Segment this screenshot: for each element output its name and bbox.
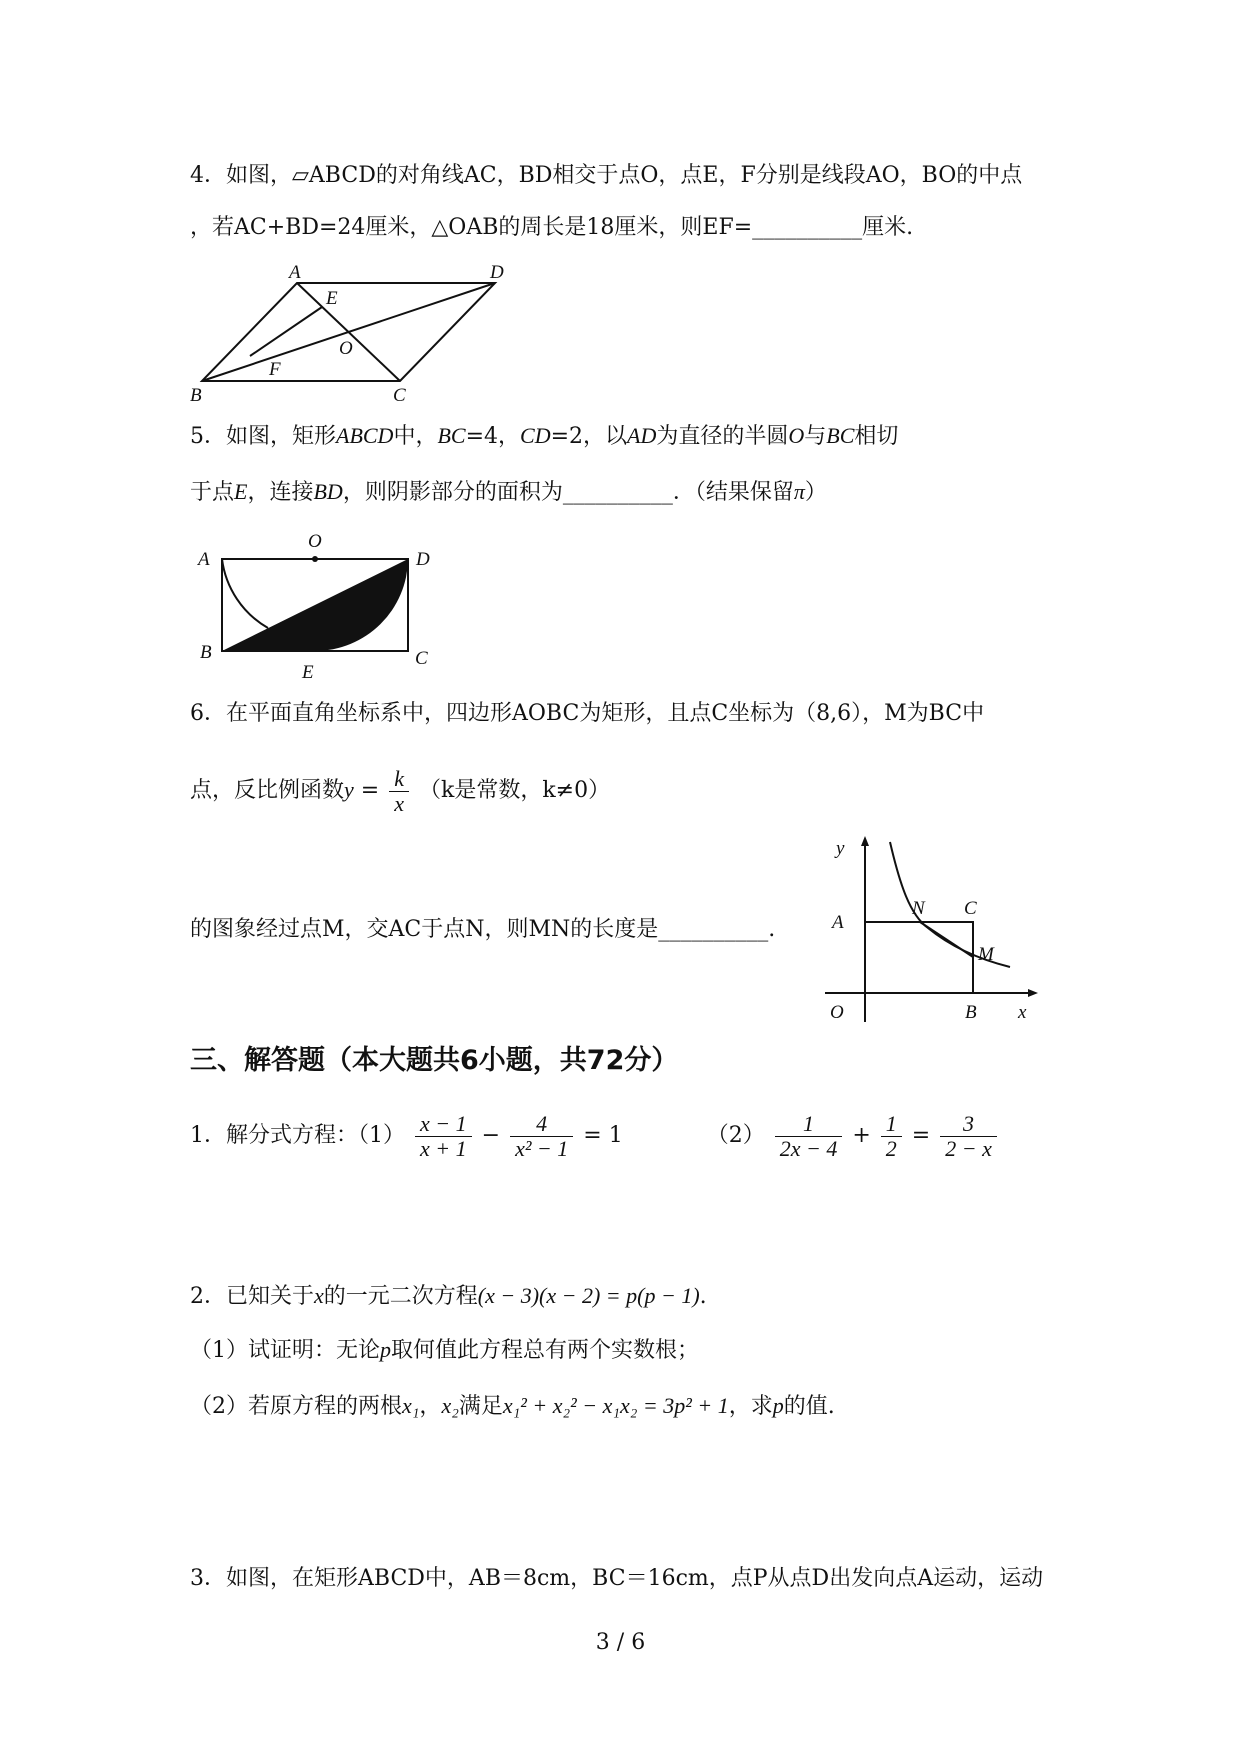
- q4-label-c: C: [393, 385, 406, 406]
- q4-parallelogram-figure: [190, 258, 530, 408]
- q4-line-2: ，若AC+BD=24厘米，△OAB的周长是18厘米，则EF=__________厘米.: [190, 215, 914, 240]
- q5-label-c: C: [415, 648, 428, 669]
- section-3-heading: 三、解答题（本大题共6小题，共72分）: [190, 1045, 679, 1076]
- q6-axis-label-y: y: [836, 838, 845, 859]
- q6-axis-label-x: x: [1018, 1002, 1027, 1023]
- q4-label-e: E: [326, 288, 338, 309]
- q5-rectangle-figure: [190, 530, 450, 680]
- q6-label-m: M: [978, 944, 994, 965]
- q6-line-2: 点，反比例函数y = $\frac{k}{x}$ （k是常数，k≠0）: [190, 766, 611, 816]
- q6-label-a: A: [832, 912, 844, 933]
- q5-label-b: B: [200, 642, 212, 663]
- p1-eq2-fraction-2: $\frac{1}{2}$: [881, 1112, 902, 1159]
- q5-label-a: A: [198, 549, 210, 570]
- p2-line-3: （2）若原方程的两根x₁，x₂满足x₁² + x₂² − x₁x₂ = 3p² + 1，求p的值.: [190, 1393, 835, 1419]
- p1-eq1-fraction-2: $\frac{4}{\text{x² − 1}}$: [510, 1112, 573, 1159]
- q5-label-d: D: [416, 549, 430, 570]
- p2-line-2: （1）试证明：无论p取何值此方程总有两个实数根；: [190, 1337, 700, 1363]
- q4-label-o: O: [339, 338, 353, 359]
- q6-line-1: 6．在平面直角坐标系中，四边形AOBC为矩形，且点C坐标为（8,6），M为BC中: [190, 701, 985, 726]
- q4-label-d: D: [490, 262, 504, 283]
- p1-eq1-fraction-1: $\frac{x - 1}{x + 1}$: [415, 1112, 472, 1159]
- q6-fraction-k-over-x: $\frac{k}{x}$: [389, 767, 409, 814]
- p1-eq2-fraction-1: $\frac{1}{2x - 4}$: [775, 1112, 843, 1159]
- q6-label-n: N: [912, 898, 925, 919]
- q6-label-c: C: [964, 898, 977, 919]
- q5-label-o: O: [308, 531, 322, 552]
- q6-line-3: 的图象经过点M，交AC于点N，则MN的长度是__________.: [190, 917, 776, 942]
- q6-label-b: B: [965, 1002, 977, 1023]
- page-number: 3 / 6: [595, 1630, 646, 1655]
- q6-coordinate-figure: [820, 830, 1050, 1030]
- q5-label-e: E: [302, 662, 314, 680]
- p3-line-1: 3．如图，在矩形ABCD中，AB＝8cm，BC＝16cm，点P从点D出发向点A运动，运动: [190, 1566, 1044, 1591]
- q4-line-1: 4．如图，▱ABCD的对角线AC，BD相交于点O，点E，F分别是线段AO，BO的中点: [190, 163, 1023, 188]
- p2-line-1: 2．已知关于x的一元二次方程(x − 3)(x − 2) = p(p − 1).: [190, 1283, 707, 1309]
- q4-label-a: A: [289, 262, 301, 283]
- q5-line-1: 5．如图，矩形ABCD中，BC=4，CD=2，以AD为直径的半圆O与BC相切: [190, 423, 899, 449]
- q4-label-b: B: [190, 385, 202, 406]
- p1-line: 1．解分式方程：（1） $\frac{x - 1}{x + 1}$ − $\frac{4}{\text{x² − 1}}$ = 1 （2） $\frac{1}{2x - 4}$ + $\frac{1}{2}$ = $\frac{3}{2 - x}$: [190, 1104, 1000, 1168]
- p1-eq2-fraction-3: $\frac{3}{2 - x}$: [940, 1112, 997, 1159]
- q5-line-2: 于点E，连接BD，则阴影部分的面积为__________．（结果保留π）: [190, 479, 827, 505]
- q6-label-o: O: [830, 1002, 844, 1023]
- q4-label-f: F: [269, 359, 281, 380]
